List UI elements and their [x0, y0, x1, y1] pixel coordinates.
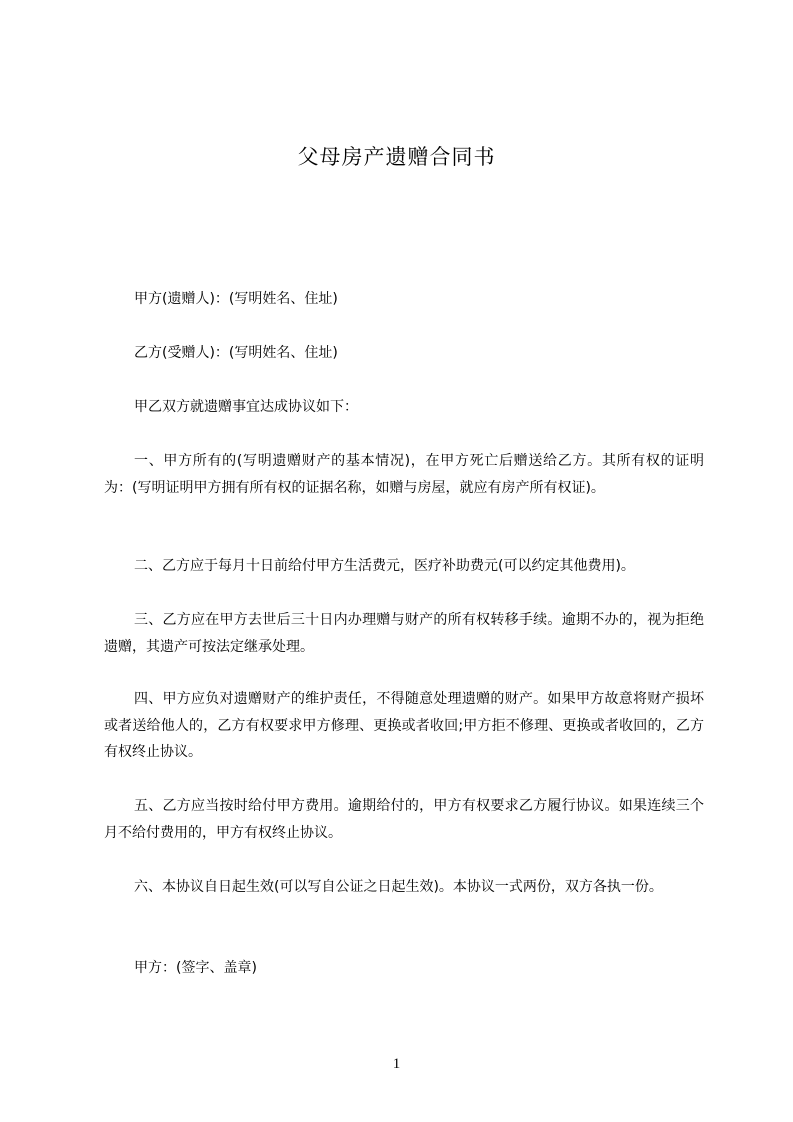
party-b-line: 乙方(受赠人)：(写明姓名、住址) — [134, 345, 338, 361]
clause-3: 三、乙方应在甲方去世后三十日内办理赠与财产的所有权转移手续。逾期不办的，视为拒绝遗赠，其遗产可按法定继承处理。 — [104, 612, 704, 655]
clause-2: 二、乙方应于每月十日前给付甲方生活费元，医疗补助费元(可以约定其他费用)。 — [134, 558, 635, 574]
party-a-signature-line: 甲方：(签字、盖章) — [134, 960, 257, 976]
party-a-line: 甲方(遗赠人)：(写明姓名、住址) — [134, 291, 338, 307]
page-number: 1 — [392, 1056, 401, 1072]
clause-6: 六、本协议自日起生效(可以写自公证之日起生效)。本协议一式两份，双方各执一份。 — [134, 879, 663, 895]
clause-5: 五、乙方应当按时给付甲方费用。逾期给付的，甲方有权要求乙方履行协议。如果连续三个月不给付费用的，甲方有权终止协议。 — [104, 798, 704, 841]
clause-1: 一、甲方所有的(写明遗赠财产的基本情况)，在甲方死亡后赠送给乙方。其所有权的证明为：(写明证明甲方拥有所有权的证据名称，如赠与房屋，就应有房产所有权证)。 — [104, 453, 704, 496]
agreement-intro: 甲乙双方就遗赠事宜达成协议如下： — [134, 399, 358, 415]
document-title: 父母房产遗赠合同书 — [297, 145, 496, 169]
clause-4: 四、甲方应负对遗赠财产的维护责任，不得随意处理遗赠的财产。如果甲方故意将财产损坏或者送给他人的，乙方有权要求甲方修理、更换或者收回;甲方拒不修理、更换或者收回的，乙方有权终止协议。 — [104, 691, 704, 760]
